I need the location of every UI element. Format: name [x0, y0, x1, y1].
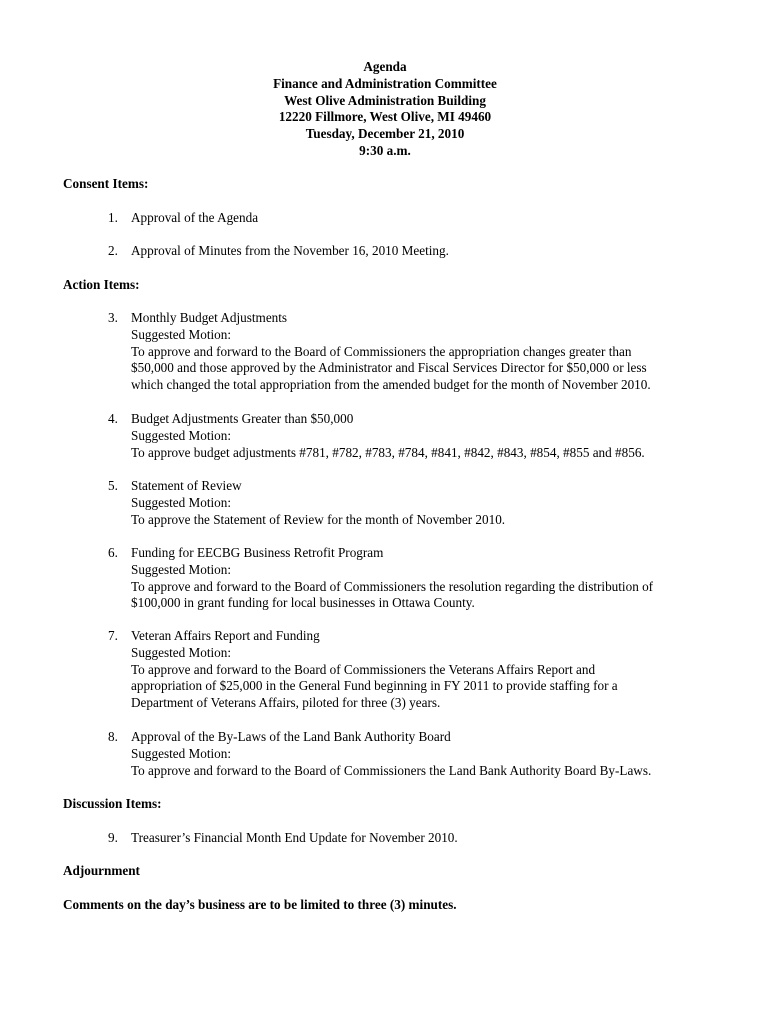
agenda-item-2 — [108, 243, 748, 260]
motion-line: To approve and forward to the Board of Commissioners the resolution regarding the distribution of — [131, 578, 654, 594]
item-title: Monthly Budget Adjustments — [131, 310, 288, 325]
agenda-header — [0, 59, 770, 160]
item-number: 8. — [108, 729, 118, 744]
item-title: Veteran Affairs Report and Funding — [131, 628, 320, 643]
item-number: 9. — [108, 830, 118, 845]
item-title: Approval of Minutes from the November 16, 2010 Meeting. — [131, 243, 449, 258]
item-number: 5. — [108, 478, 118, 493]
header-address: 12220 Fillmore, West Olive, MI 49460 — [278, 109, 492, 125]
header-time: 9:30 a.m. — [359, 142, 411, 158]
motion-line: $100,000 in grant funding for local businesses in Ottawa County. — [131, 595, 475, 611]
motion-line: To approve and forward to the Board of Commissioners the Veterans Affairs Report and — [131, 661, 596, 677]
motion-label: Suggested Motion: — [131, 745, 232, 761]
item-title: Approval of the By-Laws of the Land Bank Authority Board — [131, 729, 451, 744]
motion-label: Suggested Motion: — [131, 326, 232, 342]
motion-line: To approve budget adjustments #781, #782, #783, #784, #841, #842, #843, #854, #855 and #856. — [131, 444, 645, 460]
motion-label: Suggested Motion: — [131, 427, 232, 443]
motion-line: $50,000 and those approved by the Administrator and Fiscal Services Director for $50,000 or less — [131, 360, 647, 376]
item-number: 4. — [108, 411, 118, 426]
agenda-item-7 — [108, 628, 748, 712]
motion-line: To approve and forward to the Board of Commissioners the appropriation changes greater than — [131, 343, 632, 359]
agenda-item-5 — [108, 478, 748, 528]
motion-label: Suggested Motion: — [131, 561, 232, 577]
item-number: 3. — [108, 310, 118, 325]
header-building: West Olive Administration Building — [284, 92, 486, 108]
section-adjournment: Adjournment — [63, 863, 140, 878]
item-title: Treasurer’s Financial Month End Update for November 2010. — [131, 830, 458, 845]
agenda-item-8 — [108, 729, 748, 779]
header-committee: Finance and Administration Committee — [273, 75, 497, 91]
motion-line: Department of Veterans Affairs, piloted for three (3) years. — [131, 695, 441, 711]
section-discussion-items: Discussion Items: — [63, 796, 162, 811]
item-number: 6. — [108, 545, 118, 560]
item-title: Funding for EECBG Business Retrofit Program — [131, 545, 384, 560]
header-title: Agenda — [363, 59, 407, 74]
section-action-items: Action Items: — [63, 277, 140, 292]
item-number: 1. — [108, 210, 118, 225]
agenda-item-3 — [108, 310, 748, 394]
agenda-item-9 — [108, 830, 748, 847]
motion-line: which changed the total appropriation from the amended budget for the month of November 2010. — [131, 377, 651, 393]
motion-line: To approve the Statement of Review for the month of November 2010. — [131, 511, 506, 527]
agenda-item-6 — [108, 545, 748, 612]
section-consent-items: Consent Items: — [63, 176, 149, 191]
motion-label: Suggested Motion: — [131, 644, 232, 660]
motion-line: appropriation of $25,000 in the General Fund beginning in FY 2011 to provide staffing for a — [131, 678, 618, 694]
item-number: 7. — [108, 628, 118, 643]
item-number: 2. — [108, 243, 118, 258]
motion-label: Suggested Motion: — [131, 494, 232, 510]
comments-notice: Comments on the day’s business are to be limited to three (3) minutes. — [63, 897, 457, 912]
motion-line: To approve and forward to the Board of Commissioners the Land Bank Authority Board By-Laws. — [131, 762, 652, 778]
header-date: Tuesday, December 21, 2010 — [305, 126, 465, 142]
agenda-item-4 — [108, 411, 748, 461]
agenda-item-1 — [108, 210, 748, 227]
item-title: Approval of the Agenda — [131, 210, 259, 225]
item-title: Statement of Review — [131, 478, 242, 493]
item-title: Budget Adjustments Greater than $50,000 — [131, 411, 354, 426]
